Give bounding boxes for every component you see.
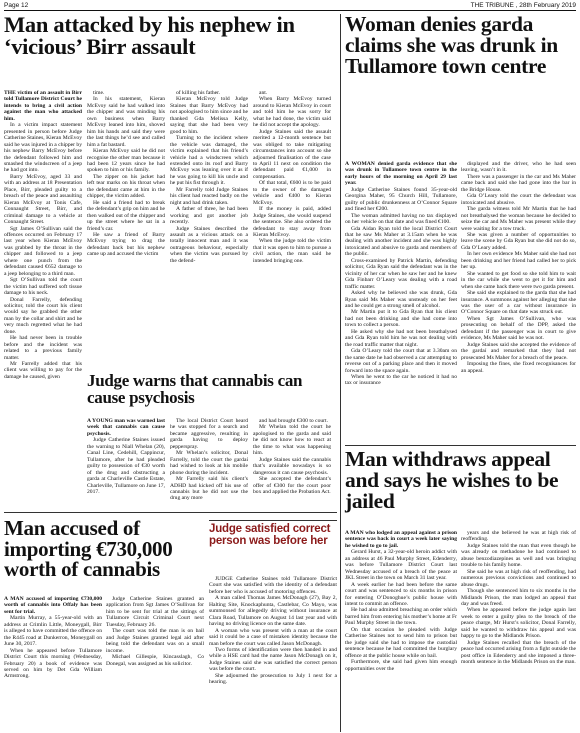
birr-col-1 xyxy=(4,90,82,506)
article-paragraph: years and she believed he was at high risk of reoffending. xyxy=(461,530,576,543)
article-paragraph: A week earlier he had been before the same court and was sentenced to six months in prison for entering O’Donoghue’s public house with intent to commit an offence. xyxy=(345,581,457,607)
article-paragraph: When Barry McEvoy turned around to Kieran McEvoy in court and told him he was sorry for what he had done, the victim said he did not accept the apology. xyxy=(253,96,331,129)
article-paragraph: and had brought €300 to court. xyxy=(259,418,328,424)
article-paragraph: She adjourned the prosecution to July 1 next for a hearing. xyxy=(209,672,337,686)
page-number: Page 12 xyxy=(4,1,29,9)
article-paragraph: She said he was at high risk of reoffending, had numerous previous convictions and continued to abuse drugs. xyxy=(461,568,576,588)
article-paragraph: A man called Thomas James McDonagh (27), Bay 2, Halting Site, Knockaphunta, Castlebar, Co Mayo, was summonsed for allegedly driving without insurance at Clara Road, Tullamore on August 14 last year and with having no driving licence on the same date. xyxy=(209,595,337,628)
article-paragraph: Judge Staines said the cannabis that’s available nowadays is so dangerous it can cause psychosis. xyxy=(253,456,331,476)
article-paragraph: Judge Staines said the assault merited a 12-month sentence but was obliged to take mitigating circumstances into account so she adjourned finalisation of the case to April 11 next on condition the defendant paid €1,000 in compensation. xyxy=(253,128,331,180)
cannabis-col-3 xyxy=(253,418,331,508)
woman-col-1 xyxy=(345,161,457,442)
article-paragraph: Cross-examined by Patrick Martin, defending solicitor, Gda Ryan said the defendant was in the vicinity of her car when he saw her and he knew Gda Finbarr O’Leary was dealing with a road traffic matter. xyxy=(345,257,457,290)
article-paragraph: displayed and the driver, who he had seen leaving, wasn’t in it. xyxy=(461,161,576,174)
article-paragraph: Martin Murray, a 55-year-old with an address at Crimlin Little, Moneygall, Birr is alleged to have committed the offence on the R445 road at Dunkerron, Moneygall on June 30, 2017. xyxy=(4,615,102,648)
cannabis-headline: Judge warns that cannabis can cause psychosis xyxy=(87,371,303,407)
article-paragraph: time. xyxy=(93,90,105,96)
article-paragraph: She wanted to get food so she told him to wait in the car while she went to get it for him and when she came back there were two garda present. xyxy=(461,270,576,290)
article-paragraph: Sgt James O’Sullivan said the offences occurred on February 17 last year when Kieran McEvoy was grabbed by the throat in the chipper and followed to a jeep where one punch from the defendant caused €652 damage to a jeep belonging to a third man. xyxy=(4,225,82,277)
article-paragraph: Mr Farrelly told Judge Staines his client had reacted badly on the night and had drink taken. xyxy=(170,186,248,206)
article-paragraph: In a victim impact statement presented in person before Judge Catherine Staines, Kieran McEvoy said he was injured in a chipper by his nephew Barry McEvoy before the defendant followed him and smashed the windscreen of a jeep he had got into. xyxy=(4,122,82,174)
importing-headline: Man accused of importing €730,000 worth of cannabis xyxy=(4,516,173,582)
article-paragraph: The woman admitted having no tax displayed on her vehicle on that date and was fined €100. xyxy=(345,212,457,226)
article-paragraph: A MAN accused of importing €730,000 worth of cannabis into Offaly has been sent for trial. xyxy=(4,596,102,615)
article-paragraph: Barry McEvoy, aged 33 and with an address at 18 Presentation Place, Birr, pleaded guilty to a breach of the peace and assaulting Kieran McEvoy at Tonis Cafe, Connaught Street, Birr, and criminal damage to a vehicle at Connaught Street. xyxy=(4,173,82,226)
article-paragraph: Mr Whelan’s solicitor, Donal Farrelly, told the court the gardaí had wished to look at his mobile phone during the incident. xyxy=(170,450,248,476)
woman-col-2 xyxy=(461,161,576,442)
article-paragraph: When he appeared before Tullamore District Court this morning (Wednesday, February 20) a book of evidence was served on him by Det Gda William Armstrong. xyxy=(4,647,102,680)
divider-withdraws xyxy=(345,445,576,446)
article-paragraph: A MAN who lodged an appeal against a prison sentence was back in court a week later saying he wished to go to jail. xyxy=(345,530,457,549)
article-paragraph: When he went to the car he noticed it had no tax or insurance xyxy=(345,373,457,387)
article-paragraph: A WOMAN denied garda evidence that she was drunk in Tullamore town centre in the early hours of the morning on April 29 last year. xyxy=(345,161,457,187)
birr-headline: Man attacked by his nephew in ‘vicious’ Birr assault xyxy=(4,12,295,60)
article-paragraph: When he appeared before the judge again last week to enter a guilty plea to the breach of the peace charge, Mr Hurst’s solicitor, Donal Farrelly, said he wanted to withdraw his appeal and was happy to go to the Midlands Prison. xyxy=(461,607,576,640)
woman-headline: Woman denies garda claims she was drunk in Tullamore town centre xyxy=(345,12,558,79)
article-paragraph: He saw a friend of Barry McEvoy trying to drag the defendant back but his nephew came up and accused the victim xyxy=(87,231,165,258)
article-paragraph: He had also admitted breaching an order which barred him from entering his mother’s home at Fr Paul Murphy Street in the town. xyxy=(345,607,457,627)
article-paragraph: Of that total, €600 is to be paid to the owner of the damaged vehicle and €400 to Kieran McEvoy. xyxy=(253,180,331,206)
paper-dateline: THE TRIBUNE , 28th February 2019 xyxy=(470,1,576,9)
article-paragraph: In his statement, Kieran McEvoy said he had walked into the chipper and was minding his own business when Barry McEvoy leaned into him, shoved him his hands and said they were the last things he’d see and called him a fat bastard. xyxy=(87,96,165,148)
cannabis-col-1 xyxy=(87,418,165,508)
article-paragraph: Judge Staines told the man that even though he was already on methadone he had continued to abuse benzodiazepines as well and was bringing trouble to his family home. xyxy=(461,542,576,569)
article-paragraph: She was given a number of opportunities to leave the scene by Gda Ryan but she did not do so, Gda O’Leary added. xyxy=(461,231,576,251)
article-paragraph: Judge Staines said she accepted the evidence of the gardaí and remarked that they had not prosecuted Ms Maher for a breach of the peace. xyxy=(461,341,576,361)
article-paragraph: He had never been in trouble before and the incident was related to a previous family matter. xyxy=(4,335,82,361)
article-paragraph: Judge Catherine Staines granted an application from Sgt James O’Sullivan for him to be sent for trial at the sittings of Tullamore Circuit Criminal Court next Tuesday, February 26. xyxy=(106,596,204,628)
article-paragraph: She accepted the defendant’s offer of €300 for the court poor box and applied the Probation Act. xyxy=(253,476,331,495)
birr-col-4 xyxy=(253,90,331,368)
column-divider xyxy=(340,14,341,732)
article-paragraph: In her own evidence Ms Maher said she had not been drinking and her friend had called her to pick her up. xyxy=(461,251,576,271)
article-paragraph: The zipper on his jacket had left tear marks on his throat when the defendant came at him in the chipper, the victim added. xyxy=(87,173,165,200)
article-paragraph: Gda O’Leary told the court the defendant was intoxicated and abusive. xyxy=(461,193,576,206)
satisfied-headline: Judge satisfied correct person was before her xyxy=(209,523,331,547)
article-paragraph: The garda witness told Mr Martin that he had not breathalysed the woman because he decided to seize the car and Ms Maher was present while they were waiting for a tow truck. xyxy=(461,206,576,232)
article-paragraph: Asked why he believed she was drunk, Gda Ryan said Ms Maher was unsteady on her feet and he could get a strong smell of alcohol. xyxy=(345,290,457,309)
article-paragraph: Gerard Hurst, a 32-year-old heroin addict with an address at 46 Paul Murphy Street, Edenderry, was before Tullamore District Court last Wednesday accused of a breach of the peace at JKL Street in the town on March 31 last year. xyxy=(345,549,457,582)
article-paragraph: Kieran McEvoy told Judge Staines that Barry McEvoy had not apologised to him since and he thanked Gda Melissa Kelly, saying that she had been very good to him. xyxy=(170,96,248,135)
article-paragraph: Furthermore, she said had given him enough opportunities over the xyxy=(345,659,457,672)
article-paragraph: Mr Martin put it to Gda Ryan that his client had not been drinking and she had come into town to collect a person. xyxy=(345,309,457,329)
withdraws-headline: Man withdraws appeal and says he wishes to be jailed xyxy=(345,447,559,514)
satisfied-col-1 xyxy=(209,576,337,732)
article-paragraph: A YOUNG man was warned last week that cannabis can cause psychosis. xyxy=(87,418,165,437)
article-paragraph: He said a friend had to break the defendant’s grip on him and he then walked out of the chipper and up the street where he sat in a friend’s car. xyxy=(87,199,165,232)
article-paragraph: If the money is paid, added Judge Staines, she would suspend the sentence. She also ordered the defendant to stay away from Kieran McEvoy. xyxy=(253,206,331,238)
article-paragraph: Mr Farrelly added that his client was willing to pay for the damage he caused, given xyxy=(4,361,82,380)
article-paragraph: Turning to the incident where the vehicle was damaged, the victim explained that his friend’s vehicle had a windscreen which extended onto its roof and Barry McEvoy was leaning over it as if he was going to kill his uncle and he put his fist through it. xyxy=(170,135,248,187)
article-paragraph: When the judge told the victim that it was open to him to pursue a civil action, the man said he intended bringing one. xyxy=(253,238,331,264)
birr-col-3 xyxy=(170,90,248,368)
article-paragraph: A woman who was present with a man at the court said it could be a case of mistaken identity because the man before the court was called Jason McDonagh. xyxy=(209,627,337,647)
cannabis-col-2 xyxy=(170,418,248,508)
article-paragraph: She said she explained to the garda that she had insurance. A summons against her alleging that she was the user of a car without insurance in O’Connor Square on that date was struck out. xyxy=(461,290,576,316)
article-paragraph: The local District Court heard he was stopped for a search and became aggressive, resulting in garda having to deploy pepperspray. xyxy=(170,418,248,450)
page-folio xyxy=(4,0,576,10)
article-paragraph: The court was told the man is on bail and Judge Staines granted legal aid after being told the defendant was on a small income. xyxy=(106,628,204,654)
divider-importing xyxy=(4,512,337,513)
article-paragraph: JUDGE Catherine Staines told Tullamore District Court she was satisfied with the identity of a defendant before her who is accused of motoring offences. xyxy=(209,576,337,595)
birr-col-2 xyxy=(87,90,165,368)
article-paragraph: When Sgt James O’Sullivan, who was prosecuting on behalf of the DPP, asked the defendant if the passenger was in court to give evidence, Ms Maher said he was not. xyxy=(461,315,576,342)
article-paragraph: Gda O’Leary told the court that at 3.30am on the same date he had observed a car attempting to reverse out of a parking place and then it moved forward into the space again. xyxy=(345,348,457,374)
article-paragraph: Donal Farrelly, defending solicitor, told the court his client would say he grabbed the other man by the collar and shirt and he very much regretted what he had done. xyxy=(4,296,82,335)
article-paragraph: Two forms of identification were then handed in and while a HSE card had the name Jason McDonagh on it, Judge Staines said she was satisfied the correct person was before the court. xyxy=(209,646,337,673)
article-paragraph: THE victim of an assault in Birr told Tullamore District Court he intends to bring a civil action against the man who attacked him. xyxy=(4,90,82,122)
article-paragraph: Kieran McEvoy said he did not recognise the other man because it had been 12 years since he had spoken to him or his family. xyxy=(87,148,165,174)
article-paragraph: Mr Whelan told the court he apologised to the garda and said he did not know how to react at the time to what was happening him. xyxy=(253,424,331,457)
article-paragraph: On that occasion he pleaded with Judge Catherine Staines not to send him to prison but the judge said she had to impose the custodial sentence because he had committed the burglary offence at the public house while on bail. xyxy=(345,626,457,659)
folio-rule xyxy=(4,10,576,11)
article-paragraph: of killing his father. xyxy=(176,90,221,96)
importing-col-2 xyxy=(106,596,204,732)
withdraws-col-2 xyxy=(461,530,576,732)
article-paragraph: Though she sentenced him to six months in the Midlands Prison, the man lodged an appeal that day and was freed. xyxy=(461,588,576,607)
article-paragraph: Judge Staines recalled that the breach of the peace had occurred arising from a fight outside the post office in Edenderry and she imposed a three-month sentence in the Midlands Prison on the man. xyxy=(461,639,576,666)
article-paragraph: A father of three, he had been working and got another job recently. xyxy=(170,206,248,226)
importing-col-1 xyxy=(4,596,102,732)
withdraws-col-1 xyxy=(345,530,457,732)
article-paragraph: He asked why she had not been breathalysed and Gda Ryan told him he was not dealing with the road traffic matter that night. xyxy=(345,328,457,348)
article-paragraph: There was a passenger in the car and Ms Maher came back and said she had gone into the bar in the Bridge House. xyxy=(461,173,576,193)
article-paragraph: Michael Gillespie, Kincasslagh, Co Donegal, was assigned as his solicitor. xyxy=(106,654,204,667)
article-paragraph: Judge Staines described the assault as a vicious attack on a totally innocent man and it was outrageous behaviour, especially when the victim was pursued by the defend- xyxy=(170,225,248,264)
article-paragraph: Judge Catherine Staines issued the warning to Niall Whelan (20), Canal Line, Cedehill, Cappincur, Tullamore, after he had pleaded guilty to possession of €30 worth of the drug and obstructing a garda at Charleville Castle Estate, Charleville, Tullamore on June 17, 2017. xyxy=(87,437,165,495)
article-paragraph: ant. xyxy=(259,90,268,96)
article-paragraph: Mr Farrelly said his client’s ADHD had kicked off his use of cannabis but he did not use the drug any more xyxy=(170,476,248,502)
article-paragraph: Judge Catherine Staines found 35-year-old Georgina Maher, 95 Church Hill, Tullamore, guilty of public drunkenness at O’Connor Square and fined her €200. xyxy=(345,186,457,213)
article-paragraph: Gda Aidan Ryan told the local District Court that he saw Ms Maher at 3.15am when he was dealing with another incident and she was highly intoxicated and abusive to garda and members of the public. xyxy=(345,225,457,258)
article-paragraph: Sgt O’Sullivan told the court the victim had suffered soft tissue damage to his neck. xyxy=(4,277,82,297)
article-paragraph: Imposing the fines, she fixed recognisances for an appeal. xyxy=(461,361,576,374)
